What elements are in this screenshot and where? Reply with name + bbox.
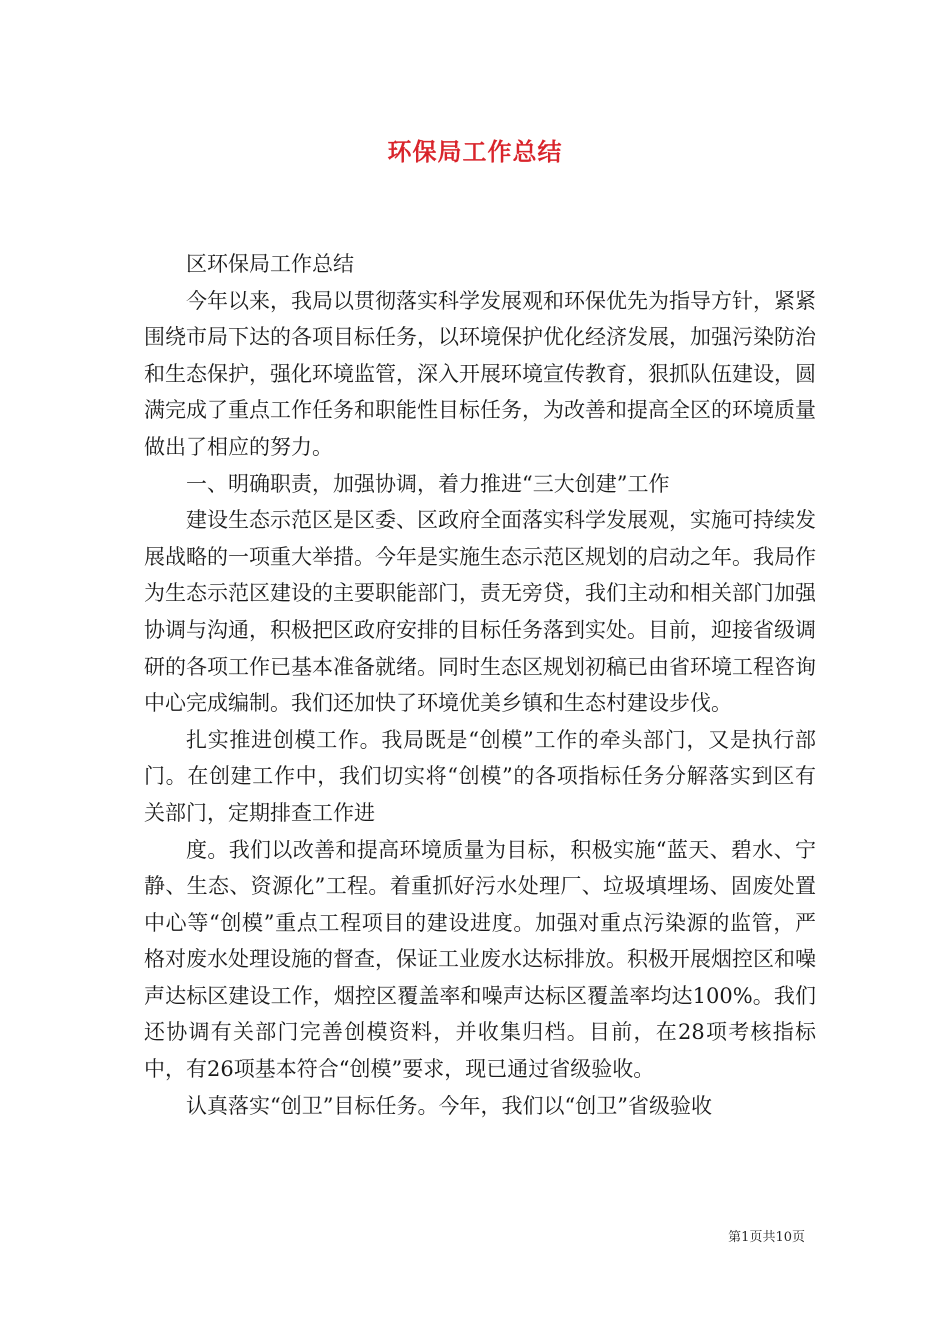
paragraph-intro: 今年以来，我局以贯彻落实科学发展观和环保优先为指导方针，紧紧围绕市局下达的各项目标任务，以环境保护优化经济发展，加强污染防治和生态保护，强化环境监管，深入开展环境宣传教育，狠抓队伍建设，圆满完成了重点工作任务和职能性目标任务，为改善和提高全区的环境质量做出了相应的努力。 <box>144 288 816 459</box>
paragraph-progress: 度。我们以改善和提高环境质量为目标，积极实施“蓝天、碧水、宁静、生态、资源化”工程。着重抓好污水处理厂、垃圾填埋场、固废处置中心等“创模”重点工程项目的建设进度。加强对重点污染源的监管，严格对废水处理设施的督查，保证工业废水达标排放。积极开展烟控区和噪声达标区建设工作，烟控区覆盖率和噪声达标区覆盖率均达100%。我们还协调有关部门完善创模资料，并收集归档。目前，在28项考核指标中，有26项基本符合“创模”要求，现已通过省级验收。 <box>144 837 816 1082</box>
paragraph-ecology: 建设生态示范区是区委、区政府全面落实科学发展观，实施可持续发展战略的一项重大举措。今年是实施生态示范区规划的启动之年。我局作为生态示范区建设的主要职能部门，责无旁贷，我们主动和相关部门加强协调与沟通，积极把区政府安排的目标任务落到实处。目前，迎接省级调研的各项工作已基本准备就绪。同时生态区规划初稿已由省环境工程咨询中心完成编制。我们还加快了环境优美乡镇和生态村建设步伐。 <box>144 508 816 716</box>
section-heading: 一、明确职责，加强协调，着力推进“三大创建”工作 <box>186 471 670 496</box>
document-subtitle: 区环保局工作总结 <box>186 252 354 276</box>
page-title: 环保局工作总结 <box>387 137 563 166</box>
paragraph-model-city: 扎实推进创模工作。我局既是“创模”工作的牵头部门，又是执行部门。在创建工作中，我们切实将“创模”的各项指标任务分解落实到区有关部门，定期排查工作进 <box>144 727 816 825</box>
paragraph-health-city: 认真落实“创卫”目标任务。今年，我们以“创卫”省级验收 <box>186 1093 712 1118</box>
page-number-footer: 第1页共10页 <box>728 1230 805 1245</box>
document-body <box>144 246 816 1124</box>
